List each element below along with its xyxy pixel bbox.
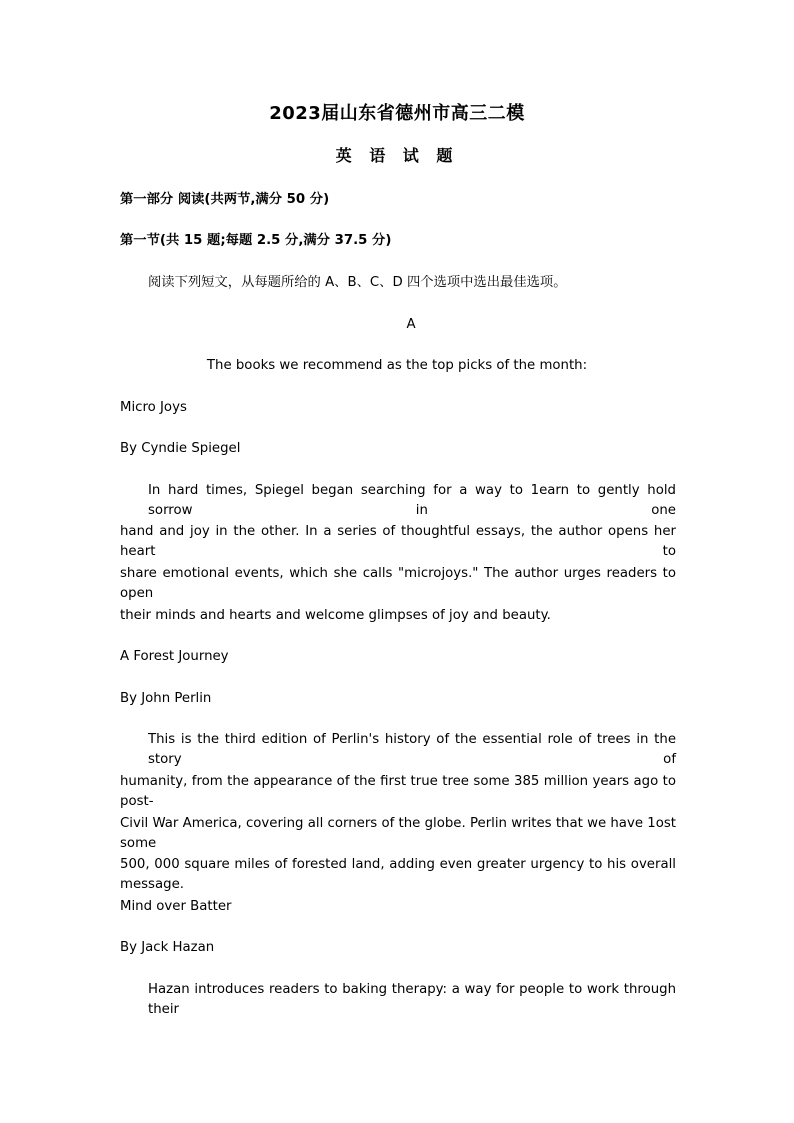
paragraph-line: In hard times, Spiegel began searching for a way to 1earn to gently hold sorrow in one: [148, 483, 676, 518]
paragraph-line: Civil War America, covering all corners of the globe. Perlin writes that we have 1ost some: [120, 816, 676, 851]
page-subtitle: 英 语 试 题: [335, 146, 459, 165]
paragraph-line: hand and joy in the other. In a series of thoughtful essays, the author opens her heart to: [120, 524, 676, 559]
book-title: A Forest Journey: [120, 649, 229, 664]
paragraph-line: Hazan introduces readers to baking therapy: a way for people to work through their: [148, 982, 676, 1017]
book-author: By Jack Hazan: [120, 940, 215, 955]
instruction-text: 阅读下列短文，从每题所给的 A、B、C、D 四个选项中选出最佳选项。: [148, 275, 567, 290]
paragraph-line: 500, 000 square miles of forested land, adding even greater urgency to his overall message.: [120, 857, 676, 892]
paragraph-line: share emotional events, which she calls "microjoys." The author urges readers to open: [120, 566, 676, 601]
paragraph-line: This is the third edition of Perlin's history of the essential role of trees in the story of: [148, 732, 676, 767]
passage-intro: The books we recommend as the top picks of the month:: [206, 358, 588, 373]
paragraph-line: their minds and hearts and welcome glimpses of joy and beauty.: [120, 608, 551, 623]
section-heading: 第一节(共 15 题;每题 2.5 分,满分 37.5 分): [120, 233, 392, 248]
paragraph-line: humanity, from the appearance of the first true tree some 385 million years ago to post-: [120, 774, 676, 809]
book-title: Micro Joys: [120, 400, 187, 415]
part-heading: 第一部分 阅读(共两节,满分 50 分): [120, 192, 330, 207]
book-author: By Cyndie Spiegel: [120, 441, 241, 456]
book-title: Mind over Batter: [120, 899, 232, 914]
page-title: 2023届山东省德州市高三二模: [269, 103, 525, 124]
book-author: By John Perlin: [120, 691, 212, 706]
passage-letter: A: [406, 317, 416, 332]
